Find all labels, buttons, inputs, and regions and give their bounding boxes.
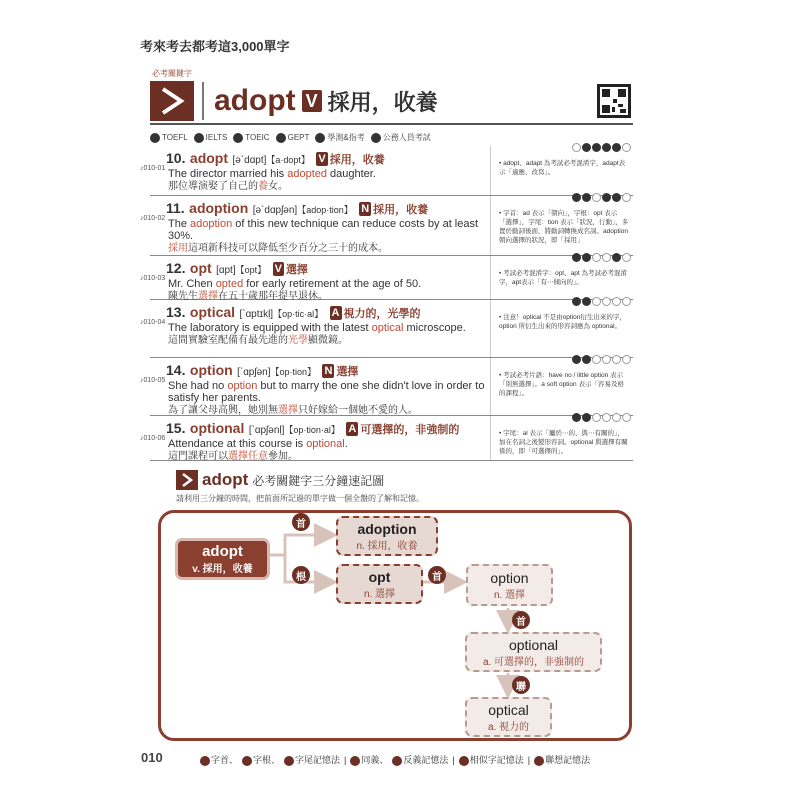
node-adoption: adoption n. 採用，收養 xyxy=(336,516,438,556)
entry-note: • 考試必考片語：have no / little option 表示「別無選擇」。a soft option 表示「容易及格的課程」。 xyxy=(490,358,633,415)
memory-map-word: adopt xyxy=(202,470,249,489)
legend-item: 聯想記憶法 xyxy=(534,753,590,766)
node-adopt: adopt v. 採用，收養 xyxy=(175,538,270,580)
prefix-tag-icon: 首 xyxy=(428,566,446,584)
legend-sep: | xyxy=(344,754,347,765)
audio-track[interactable]: ♪010-02 xyxy=(140,215,166,222)
memory-map-label: 必考關鍵字三分鐘速記圖 xyxy=(252,473,385,488)
entry-word: opt xyxy=(189,260,212,276)
entry-ipa: [əˋdɑpt] xyxy=(232,155,267,166)
similar-icon xyxy=(459,756,469,766)
example-zh: 這門課程可以選擇任意參加。 xyxy=(168,451,298,462)
entry-syllables: 【a·dopt】 xyxy=(266,155,310,165)
entry-pos: V xyxy=(274,262,282,275)
exam-civil: 公務人員考試 xyxy=(371,132,431,143)
entry-note: • 字首：ad 表示「朝向」，字根：opt 表示「選擇」，字尾：tion 表示「狀況，行動」，多置於動詞後面，將動詞轉換成名詞。adoption 朝向選擇的狀況，即「採用」 xyxy=(490,196,633,255)
exam-college: 學測&指考 xyxy=(315,132,364,143)
entry-note: • 字尾：al 表示「屬於⋯的、與⋯有關的」，加在名詞之後變形容詞。optional 與選擇有關係的，即「可選擇的」。 xyxy=(490,416,633,460)
entry-note: • 考試必考混淆字：opt、apt 為考試必考混淆字，apt表示「有⋯傾向的」。 xyxy=(490,256,633,299)
entry-word: adopt xyxy=(189,150,229,166)
example-zh: 為了讓父母高興，她別無選擇只好嫁給一個她不愛的人。 xyxy=(168,405,418,416)
header-word: adopt xyxy=(214,84,296,117)
entry-syllables: 【opt】 xyxy=(235,265,267,275)
entry-ipa: [ˋɑpʃən] xyxy=(237,367,271,378)
entry-ipa: [ˋɑptɪkḷ] xyxy=(239,309,274,320)
exam-gept: GEPT xyxy=(276,132,310,143)
entry-number: 11. xyxy=(166,200,185,216)
example-en: The director married his adopted daughter. xyxy=(168,168,376,180)
audio-track[interactable]: ♪010-03 xyxy=(140,275,166,282)
legend-item: 相似字記憶法 xyxy=(459,753,524,766)
node-optical: optical a. 視力的 xyxy=(465,697,552,737)
root-icon xyxy=(242,756,252,766)
example-en: Mr. Chen opted for early retirement at the age of 50. xyxy=(168,278,422,290)
entry-syllables: 【op·tic·al】 xyxy=(273,309,324,319)
entry-meaning: 視力的，光學的 xyxy=(343,308,421,320)
example-zh: 那位導演娶了自己的養女。 xyxy=(168,181,288,192)
entry-pos: A xyxy=(331,306,340,319)
node-option: option n. 選擇 xyxy=(466,564,553,606)
entry-number: 14. xyxy=(166,362,186,378)
entry-word: option xyxy=(189,362,233,378)
entry-meaning: 採用，收養 xyxy=(373,204,429,216)
node-opt: opt n. 選擇 xyxy=(336,564,423,604)
entry-meaning: 採用，收養 xyxy=(329,154,385,166)
entry-pos: V xyxy=(318,152,326,165)
exam-toeic: TOEIC xyxy=(233,132,269,143)
suffix-icon xyxy=(284,756,294,766)
legend-item: 字根、 xyxy=(242,753,280,766)
page-number: 010 xyxy=(141,750,163,765)
entry-note: • 注意！optical 不是由option衍生出來的字，option 所衍生出來的形容詞應為 optional。 xyxy=(490,300,633,357)
legend-sep: | xyxy=(452,754,455,765)
entry-pos: N xyxy=(324,364,333,377)
page-title: 考來考去都考這3,000單字 xyxy=(140,39,290,54)
example-en: The adoption of this new technique can reduce costs by at least 30%. xyxy=(168,218,479,242)
example-zh: 陳先生選擇在五十歲那年提早退休。 xyxy=(168,291,328,302)
entry-syllables: 【op·tion·al】 xyxy=(284,425,340,435)
example-en: The laboratory is equipped with the latest optical microscope. xyxy=(168,322,466,334)
audio-track[interactable]: ♪010-06 xyxy=(140,435,166,442)
entry-word: adoption xyxy=(189,200,249,216)
example-zh: 這間實驗室配備有最先進的光學顯微鏡。 xyxy=(168,335,348,346)
example-zh: 採用這項新科技可以降低至少百分之三十的成本。 xyxy=(168,243,388,254)
example-en: She had no option but to marry the one she didn't love in order to satisfy her parents. xyxy=(168,380,485,404)
prefix-tag-icon: 首 xyxy=(292,513,310,531)
assoc-tag-icon: 聯 xyxy=(512,676,530,694)
entry-syllables: 【op·tion】 xyxy=(270,367,317,377)
audio-track[interactable]: ♪010-01 xyxy=(140,165,166,172)
entry-meaning: 可選擇的，非強制的 xyxy=(360,424,460,436)
memory-map-instructions: 請利用三分鐘的時間，把前面所記過的單字做一個全盤的了解和記憶。 xyxy=(176,494,424,503)
node-optional: optional a. 可選擇的，非強制的 xyxy=(465,632,602,672)
entry-ipa: [əˋdɑpʃən] xyxy=(252,205,298,216)
legend-item: 字尾記憶法 xyxy=(284,753,340,766)
prefix-tag-icon: 首 xyxy=(512,611,530,629)
root-tag-icon: 根 xyxy=(292,566,310,584)
legend xyxy=(200,753,590,766)
entry-pos: A xyxy=(348,422,357,435)
entry-meaning: 選擇 xyxy=(285,264,308,276)
legend-item: 同義、 xyxy=(350,753,388,766)
prefix-icon xyxy=(200,756,210,766)
entry-word: optional xyxy=(189,420,245,436)
entry-number: 10. xyxy=(166,150,186,166)
legend-sep: | xyxy=(527,754,531,765)
header-pos: V xyxy=(302,90,322,112)
entry-number: 12. xyxy=(166,260,186,276)
audio-track[interactable]: ♪010-05 xyxy=(140,377,166,384)
entry-word: optical xyxy=(189,304,236,320)
entry-ipa: [ɑpt] xyxy=(216,265,236,276)
legend-item: 字首、 xyxy=(200,753,238,766)
legend-item: 反義記憶法 xyxy=(392,753,448,766)
entry-number: 13. xyxy=(166,304,186,320)
audio-track[interactable]: ♪010-04 xyxy=(140,319,166,326)
entry-ipa: [ˋɑpʃənḷ] xyxy=(248,425,285,436)
entry-note: • adopt、adapt 為考試必考混淆字，adapt表示「適應、改寫」。 xyxy=(490,146,633,195)
synonym-icon xyxy=(350,756,360,766)
association-icon xyxy=(534,756,544,766)
exam-ielts: IELTS xyxy=(194,132,228,143)
entry-meaning: 選擇 xyxy=(336,366,359,378)
header-meaning: 採用，收養 xyxy=(327,89,438,115)
header-caption: 必考關鍵字 xyxy=(152,69,192,78)
example-en: Attendance at this course is optional. xyxy=(168,438,348,450)
antonym-icon xyxy=(392,756,402,766)
exam-toefl: TOEFL xyxy=(150,132,188,143)
entry-number: 15. xyxy=(166,420,186,436)
entry-syllables: 【adop·tion】 xyxy=(297,205,353,215)
entry-pos: N xyxy=(361,202,370,215)
